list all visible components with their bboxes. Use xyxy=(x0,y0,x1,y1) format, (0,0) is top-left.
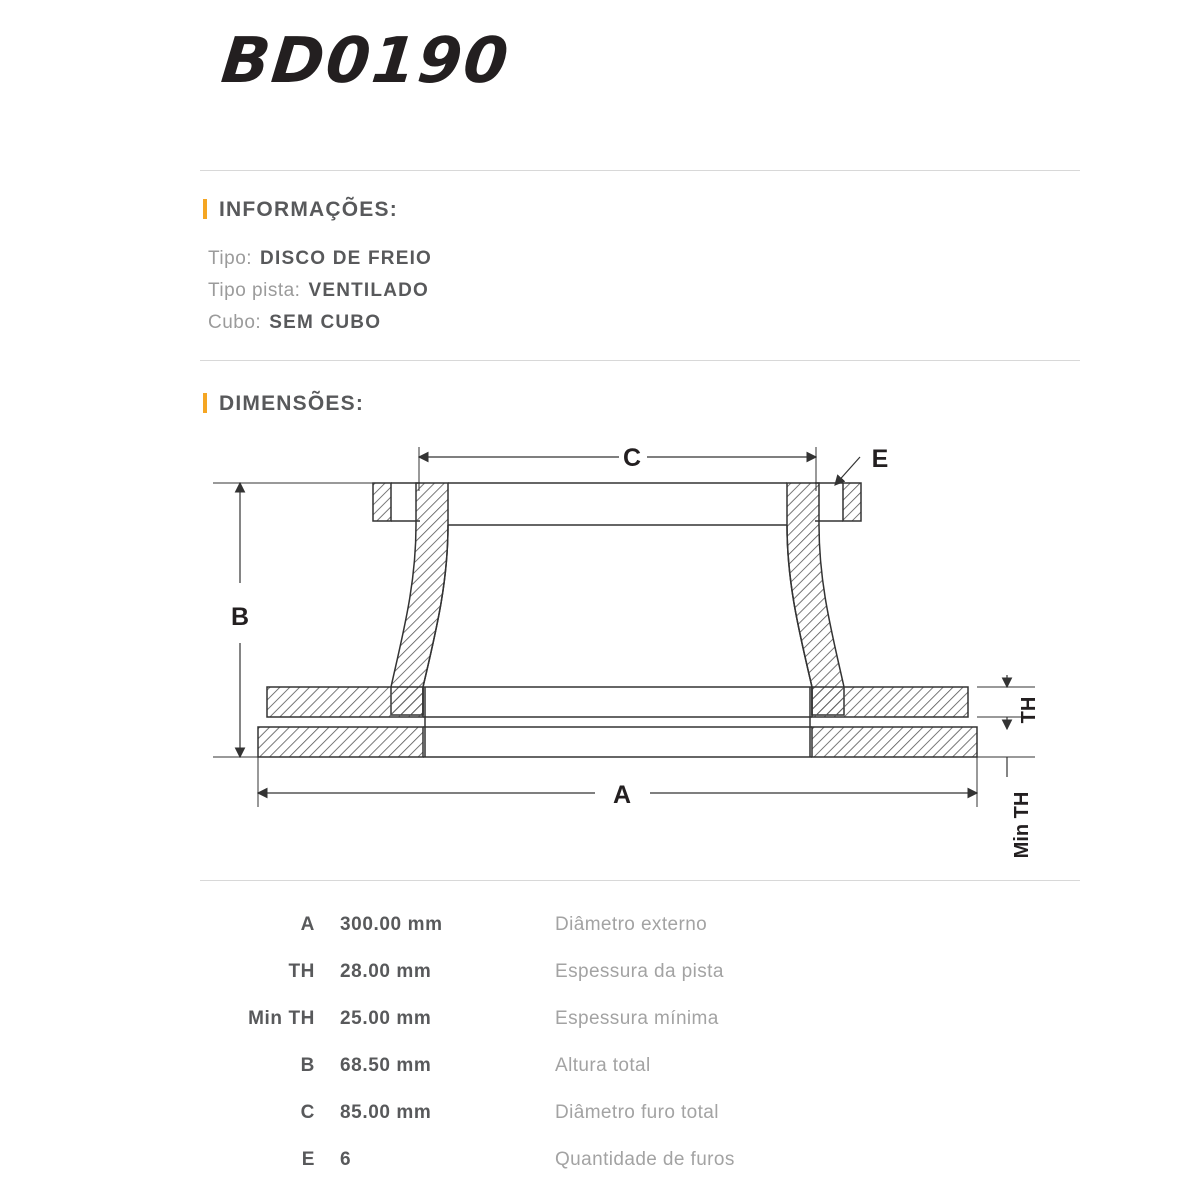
dimension-description: Espessura mínima xyxy=(555,1008,719,1029)
dimension-description: Quantidade de furos xyxy=(555,1149,735,1170)
table-row xyxy=(200,996,1080,1043)
accent-bar-icon xyxy=(203,393,207,413)
info-label-tipo: Tipo: xyxy=(208,248,253,269)
dimension-description: Diâmetro furo total xyxy=(555,1102,719,1123)
dimension-description: Altura total xyxy=(555,1055,651,1076)
table-row xyxy=(200,1137,1080,1184)
dimension-symbol: TH xyxy=(288,961,315,982)
dimension-value: 68.50 mm xyxy=(340,1055,432,1076)
brake-disc-cross-section-drawing xyxy=(195,425,1085,865)
dimension-value: 28.00 mm xyxy=(340,961,432,982)
section-header-informacoes xyxy=(203,198,398,222)
section-header-dimensoes-label: DIMENSÕES: xyxy=(219,392,365,415)
dimension-value: 6 xyxy=(340,1149,352,1170)
section-header-informacoes-label: INFORMAÇÕES: xyxy=(219,198,398,221)
dimension-value: 300.00 mm xyxy=(340,914,443,935)
divider-bottom xyxy=(200,880,1080,881)
divider-top xyxy=(200,170,1080,171)
table-row xyxy=(200,1090,1080,1137)
dimension-description: Diâmetro externo xyxy=(555,914,708,935)
dim-label-c: C xyxy=(622,444,642,472)
info-value-cubo: SEM CUBO xyxy=(269,312,382,333)
dimension-value: 25.00 mm xyxy=(340,1008,432,1029)
info-label-tipo-pista: Tipo pista: xyxy=(208,280,301,301)
section-header-dimensoes xyxy=(203,392,364,416)
table-row xyxy=(200,902,1080,949)
info-value-tipo: DISCO DE FREIO xyxy=(260,248,433,269)
dimension-description: Espessura da pista xyxy=(555,961,724,982)
page-title: BD0190 xyxy=(218,24,514,97)
dimension-symbol: B xyxy=(300,1055,315,1076)
info-row xyxy=(208,312,381,334)
info-row xyxy=(208,280,429,302)
dim-label-a: A xyxy=(612,781,632,809)
dimension-symbol: Min TH xyxy=(248,1008,315,1029)
dimension-symbol: E xyxy=(301,1149,315,1170)
table-row xyxy=(200,1043,1080,1090)
dim-label-min-th: Min TH xyxy=(1011,791,1033,859)
accent-bar-icon xyxy=(203,199,207,219)
divider-middle xyxy=(200,360,1080,361)
dimension-symbol: C xyxy=(300,1102,315,1123)
dimension-symbol: A xyxy=(300,914,315,935)
info-label-cubo: Cubo: xyxy=(208,312,262,333)
table-row xyxy=(200,949,1080,996)
info-row xyxy=(208,248,432,270)
info-value-tipo-pista: VENTILADO xyxy=(308,280,430,301)
dim-label-b: B xyxy=(230,603,250,631)
dim-label-e: E xyxy=(871,445,889,473)
dimension-value: 85.00 mm xyxy=(340,1102,432,1123)
dim-label-th: TH xyxy=(1018,696,1040,724)
dimensions-table xyxy=(200,902,1080,1184)
